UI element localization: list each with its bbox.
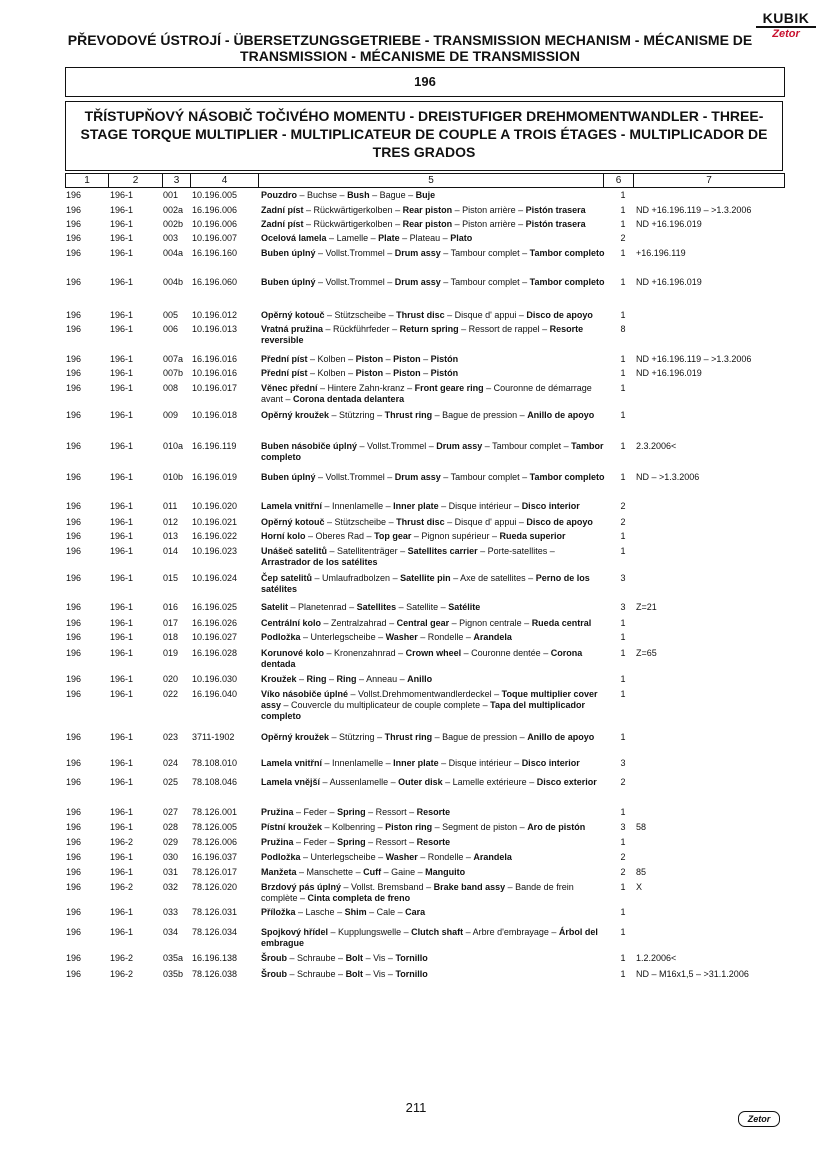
cell-position: 002b — [163, 219, 184, 229]
column-header-6: 6 — [604, 174, 634, 187]
cell-quantity: 8 — [620, 324, 626, 334]
cell-group: 196 — [66, 472, 82, 482]
cell-quantity: 1 — [620, 632, 626, 642]
cell-description: Opěrný kroužek – Stützring – Thrust ring – Bague de pression – Anillo de apoyo — [261, 732, 595, 742]
cell-part-number: 16.196.006 — [192, 205, 238, 215]
cell-group: 196 — [66, 632, 82, 642]
cell-subgroup: 196-1 — [110, 190, 134, 200]
cell-group: 196 — [66, 852, 82, 862]
cell-quantity: 2 — [620, 867, 626, 877]
cell-description: Vratná pružina – Rückführfeder – Return spring – Ressort de rappel – Resorte reversible — [261, 324, 584, 345]
cell-description: Lamela vnitřní – Innenlamelle – Inner plate – Disque intérieur – Disco interior — [261, 758, 580, 768]
cell-quantity: 1 — [620, 953, 626, 963]
cell-position: 006 — [163, 324, 179, 334]
column-header-1: 1 — [66, 174, 109, 187]
cell-part-number: 10.196.005 — [192, 190, 238, 200]
cell-note: ND – M16x1,5 – >31.1.2006 — [636, 969, 749, 979]
cell-group: 196 — [66, 777, 82, 787]
cell-note: 85 — [636, 867, 647, 877]
cell-position: 028 — [163, 822, 179, 832]
cell-description: Buben násobiče úplný – Vollst.Trommel – Drum assy – Tambour complet – Tambor completo — [261, 441, 604, 462]
cell-description: Ocelová lamela – Lamelle – Plate – Plateau – Plato — [261, 233, 473, 243]
cell-subgroup: 196-1 — [110, 248, 134, 258]
cell-description: Opěrný kotouč – Stützscheibe – Thrust disc – Disque d' appui – Disco de apoyo — [261, 517, 593, 527]
kubik-zetor-logo — [756, 10, 816, 40]
cell-part-number: 16.196.025 — [192, 602, 238, 612]
cell-position: 020 — [163, 674, 179, 684]
cell-subgroup: 196-1 — [110, 674, 134, 684]
cell-quantity: 1 — [620, 807, 626, 817]
cell-description: Přední píst – Kolben – Piston – Piston – Pistón — [261, 368, 459, 378]
cell-quantity: 1 — [620, 354, 626, 364]
cell-part-number: 16.196.138 — [192, 953, 238, 963]
header-line-1: PŘEVODOVÉ ÚSTROJÍ - ÜBERSETZUNGSGETRIEBE - TRANSMISSION MECHANISM - MÉCANISME DE — [67, 32, 753, 48]
cell-description: Horní kolo – Oberes Rad – Top gear – Pignon supérieur – Rueda superior — [261, 531, 566, 541]
header-line-2: TRANSMISSION - MÉCANISME DE TRANSMISSION — [240, 48, 580, 64]
cell-note: ND – >1.3.2006 — [636, 472, 700, 482]
cell-group: 196 — [66, 882, 82, 892]
cell-part-number: 16.196.037 — [192, 852, 238, 862]
cell-part-number: 10.196.023 — [192, 546, 238, 556]
cell-part-number: 16.196.019 — [192, 472, 238, 482]
cell-group: 196 — [66, 732, 82, 742]
cell-quantity: 1 — [620, 205, 626, 215]
cell-group: 196 — [66, 248, 82, 258]
cell-quantity: 1 — [620, 969, 626, 979]
cell-description: Brzdový pás úplný – Vollst. Bremsband – Brake band assy – Bande de frein complète – Cinta completa de freno — [261, 882, 574, 903]
cell-part-number: 10.196.027 — [192, 632, 238, 642]
cell-quantity: 2 — [620, 233, 626, 243]
cell-description: Podložka – Unterlegscheibe – Washer – Rondelle – Arandela — [261, 852, 512, 862]
cell-position: 007a — [163, 354, 184, 364]
cell-position: 007b — [163, 368, 184, 378]
cell-subgroup: 196-1 — [110, 807, 134, 817]
cell-group: 196 — [66, 907, 82, 917]
cell-quantity: 1 — [620, 689, 626, 699]
cell-group: 196 — [66, 573, 82, 583]
cell-description: Unášeč satelitů – Satellitenträger – Satellites carrier – Porte-satellites – Arrastrador de los satélites — [261, 546, 555, 567]
cell-part-number: 16.196.119 — [192, 441, 237, 451]
cell-position: 016 — [163, 602, 179, 612]
cell-description: Korunové kolo – Kronenzahnrad – Crown wheel – Couronne dentée – Corona dentada — [261, 648, 583, 669]
cell-quantity: 1 — [620, 368, 626, 378]
cell-note: ND +16.196.119 – >1.3.2006 — [636, 354, 752, 364]
cell-quantity: 1 — [620, 674, 626, 684]
cell-position: 035a — [163, 953, 184, 963]
cell-subgroup: 196-1 — [110, 219, 134, 229]
cell-group: 196 — [66, 310, 82, 320]
cell-note: ND +16.196.119 – >1.3.2006 — [636, 205, 752, 215]
cell-group: 196 — [66, 324, 82, 334]
cell-subgroup: 196-1 — [110, 777, 134, 787]
cell-subgroup: 196-1 — [110, 324, 134, 334]
cell-description: Opěrný kroužek – Stützring – Thrust ring – Bague de pression – Anillo de apoyo — [261, 410, 595, 420]
cell-subgroup: 196-1 — [110, 410, 134, 420]
cell-position: 030 — [163, 852, 179, 862]
cell-description: Čep satelitů – Umlaufradbolzen – Satellite pin – Axe de satellites – Perno de los satélites — [261, 573, 590, 594]
cell-position: 002a — [163, 205, 184, 215]
cell-position: 018 — [163, 632, 179, 642]
cell-part-number: 10.196.020 — [192, 501, 238, 511]
cell-subgroup: 196-1 — [110, 822, 134, 832]
cell-quantity: 3 — [620, 602, 626, 612]
cell-note: ND +16.196.019 — [636, 277, 702, 287]
cell-position: 017 — [163, 618, 179, 628]
cell-quantity: 1 — [620, 383, 626, 393]
cell-description: Věnec přední – Hintere Zahn-kranz – Front geare ring – Couronne de démarrage avant – Corona dentada delantera — [261, 383, 592, 404]
cell-quantity: 1 — [620, 472, 626, 482]
cell-position: 005 — [163, 310, 179, 320]
cell-position: 008 — [163, 383, 179, 393]
cell-group: 196 — [66, 441, 82, 451]
page-number: 211 — [405, 1100, 427, 1115]
cell-part-number: 78.126.006 — [192, 837, 238, 847]
cell-subgroup: 196-1 — [110, 602, 134, 612]
cell-group: 196 — [66, 822, 82, 832]
cell-position: 012 — [163, 517, 179, 527]
cell-quantity: 1 — [620, 410, 626, 420]
cell-subgroup: 196-1 — [110, 277, 134, 287]
cell-subgroup: 196-1 — [110, 354, 134, 364]
cell-part-number: 10.196.006 — [192, 219, 238, 229]
cell-position: 011 — [163, 501, 178, 511]
cell-note: 1.2.2006< — [636, 953, 677, 963]
cell-position: 024 — [163, 758, 179, 768]
cell-group: 196 — [66, 807, 82, 817]
column-header-3: 3 — [163, 174, 191, 187]
cell-group: 196 — [66, 648, 82, 658]
cell-note: ND +16.196.019 — [636, 219, 702, 229]
cell-quantity: 2 — [620, 517, 626, 527]
cell-part-number: 78.126.001 — [192, 807, 238, 817]
cell-quantity: 1 — [620, 648, 626, 658]
cell-note: Z=21 — [636, 602, 657, 612]
cell-subgroup: 196-1 — [110, 472, 134, 482]
cell-group: 196 — [66, 368, 82, 378]
cell-description: Satelit – Planetenrad – Satellites – Satellite – Satélite — [261, 602, 481, 612]
cell-group: 196 — [66, 618, 82, 628]
cell-subgroup: 196-2 — [110, 953, 134, 963]
cell-description: Příložka – Lasche – Shim – Cale – Cara — [261, 907, 426, 917]
cell-note: X — [636, 882, 643, 892]
cell-note: Z=65 — [636, 648, 657, 658]
cell-position: 001 — [163, 190, 179, 200]
cell-note: +16.196.119 — [636, 248, 686, 258]
cell-part-number: 10.196.013 — [192, 324, 238, 334]
cell-subgroup: 196-1 — [110, 383, 134, 393]
cell-subgroup: 196-1 — [110, 618, 134, 628]
cell-description: Pružina – Feder – Spring – Ressort – Resorte — [261, 837, 451, 847]
cell-group: 196 — [66, 383, 82, 393]
cell-group: 196 — [66, 953, 82, 963]
cell-position: 027 — [163, 807, 179, 817]
cell-position: 023 — [163, 732, 179, 742]
cell-description: Buben úplný – Vollst.Trommel – Drum assy – Tambour complet – Tambor completo — [261, 248, 605, 258]
cell-position: 034 — [163, 927, 179, 937]
cell-subgroup: 196-1 — [110, 732, 134, 742]
cell-position: 014 — [163, 546, 179, 556]
cell-description: Centrální kolo – Zentralzahrad – Central gear – Pignon centrale – Rueda central — [261, 618, 592, 628]
section-title-box: TŘÍSTUPŇOVÝ NÁSOBIČ TOČIVÉHO MOMENTU - DREISTUFIGER DREHMOMENTWANDLER - THREE-STAGE TORQUE MULTIPLIER - MULTIPLICATEUR DE COUPLE A TROIS ÉTAGES - MULTIPLICADOR DE TRES GRADOS — [65, 101, 783, 171]
cell-position: 032 — [163, 882, 179, 892]
cell-note: 2.3.2006< — [636, 441, 677, 451]
cell-position: 010b — [163, 472, 184, 482]
cell-part-number: 3711-1902 — [192, 732, 235, 742]
cell-group: 196 — [66, 837, 82, 847]
cell-subgroup: 196-1 — [110, 501, 134, 511]
cell-quantity: 1 — [620, 546, 626, 556]
cell-position: 025 — [163, 777, 179, 787]
cell-group: 196 — [66, 531, 82, 541]
cell-description: Spojkový hřídel – Kupplungswelle – Clutch shaft – Arbre d'embrayage – Árbol del embrague — [261, 927, 598, 948]
cell-group: 196 — [66, 190, 82, 200]
cell-group: 196 — [66, 969, 82, 979]
cell-subgroup: 196-1 — [110, 867, 134, 877]
cell-group: 196 — [66, 546, 82, 556]
cell-part-number: 16.196.040 — [192, 689, 238, 699]
footer-zetor-logo: Zetor — [738, 1111, 780, 1127]
cell-quantity: 2 — [620, 777, 626, 787]
group-number-box: 196 — [65, 67, 785, 97]
column-header-2: 2 — [109, 174, 163, 187]
column-header-row — [65, 173, 785, 188]
cell-subgroup: 196-1 — [110, 233, 134, 243]
cell-group: 196 — [66, 354, 82, 364]
column-header-5: 5 — [259, 174, 604, 187]
cell-quantity: 1 — [620, 927, 626, 937]
column-header-7: 7 — [706, 175, 712, 186]
cell-description: Podložka – Unterlegscheibe – Washer – Rondelle – Arandela — [261, 632, 512, 642]
cell-part-number: 10.196.007 — [192, 233, 238, 243]
cell-subgroup: 196-2 — [110, 882, 134, 892]
logo-zetor-text: Zetor — [772, 28, 800, 40]
cell-group: 196 — [66, 219, 82, 229]
cell-quantity: 1 — [620, 907, 626, 917]
cell-part-number: 10.196.030 — [192, 674, 238, 684]
cell-description: Zadní píst – Rückwärtigerkolben – Rear piston – Piston arrière – Pistón trasera — [261, 219, 586, 229]
cell-position: 029 — [163, 837, 179, 847]
cell-subgroup: 196-1 — [110, 632, 134, 642]
cell-quantity: 1 — [620, 441, 626, 451]
cell-position: 010a — [163, 441, 184, 451]
cell-subgroup: 196-1 — [110, 441, 134, 451]
cell-position: 019 — [163, 648, 179, 658]
cell-group: 196 — [66, 233, 82, 243]
cell-part-number: 16.196.028 — [192, 648, 238, 658]
cell-part-number: 16.196.026 — [192, 618, 238, 628]
cell-group: 196 — [66, 501, 82, 511]
cell-subgroup: 196-1 — [110, 927, 134, 937]
cell-subgroup: 196-1 — [110, 531, 134, 541]
cell-position: 013 — [163, 531, 179, 541]
cell-part-number: 16.196.022 — [192, 531, 238, 541]
cell-subgroup: 196-1 — [110, 368, 134, 378]
cell-group: 196 — [66, 867, 82, 877]
cell-quantity: 1 — [620, 837, 626, 847]
page-header — [60, 32, 760, 64]
cell-part-number: 10.196.016 — [192, 368, 238, 378]
cell-quantity: 3 — [620, 573, 626, 583]
cell-quantity: 1 — [620, 618, 626, 628]
cell-position: 031 — [163, 867, 179, 877]
cell-description: Buben úplný – Vollst.Trommel – Drum assy – Tambour complet – Tambor completo — [261, 277, 605, 287]
cell-part-number: 78.108.010 — [192, 758, 238, 768]
cell-position: 035b — [163, 969, 184, 979]
cell-position: 033 — [163, 907, 179, 917]
cell-note: ND +16.196.019 — [636, 368, 702, 378]
cell-part-number: 10.196.012 — [192, 310, 238, 320]
cell-description: Opěrný kotouč – Stützscheibe – Thrust disc – Disque d' appui – Disco de apoyo — [261, 310, 593, 320]
cell-part-number: 10.196.024 — [192, 573, 238, 583]
cell-part-number: 10.196.017 — [192, 383, 238, 393]
cell-quantity: 1 — [620, 219, 626, 229]
cell-description: Pružina – Feder – Spring – Ressort – Resorte — [261, 807, 451, 817]
cell-description: Pouzdro – Buchse – Bush – Bague – Buje — [261, 190, 436, 200]
cell-group: 196 — [66, 689, 82, 699]
cell-description: Zadní píst – Rückwärtigerkolben – Rear piston – Piston arrière – Pistón trasera — [261, 205, 586, 215]
cell-group: 196 — [66, 674, 82, 684]
cell-quantity: 1 — [620, 531, 626, 541]
cell-group: 196 — [66, 410, 82, 420]
cell-group: 196 — [66, 927, 82, 937]
cell-subgroup: 196-1 — [110, 648, 134, 658]
cell-position: 004a — [163, 248, 184, 258]
cell-description: Kroužek – Ring – Ring – Anneau – Anillo — [261, 674, 433, 684]
cell-description: Pístní kroužek – Kolbenring – Piston ring – Segment de piston – Aro de pistón — [261, 822, 586, 832]
cell-subgroup: 196-1 — [110, 573, 134, 583]
column-header-4: 4 — [191, 174, 259, 187]
cell-description: Manžeta – Manschette – Cuff – Gaine – Manguito — [261, 867, 466, 877]
cell-part-number: 78.126.005 — [192, 822, 238, 832]
cell-subgroup: 196-1 — [110, 907, 134, 917]
logo-kubik-text: KUBIK — [756, 10, 816, 28]
cell-quantity: 1 — [620, 882, 626, 892]
cell-subgroup: 196-2 — [110, 837, 134, 847]
cell-quantity: 3 — [620, 822, 626, 832]
cell-part-number: 16.196.016 — [192, 354, 238, 364]
cell-group: 196 — [66, 205, 82, 215]
cell-subgroup: 196-1 — [110, 689, 134, 699]
cell-description: Šroub – Schraube – Bolt – Vis – Tornillo — [261, 969, 428, 979]
cell-part-number: 78.126.038 — [192, 969, 238, 979]
cell-group: 196 — [66, 517, 82, 527]
cell-quantity: 2 — [620, 852, 626, 862]
cell-subgroup: 196-1 — [110, 758, 134, 768]
cell-position: 015 — [163, 573, 179, 583]
cell-part-number: 16.196.160 — [192, 248, 238, 258]
cell-position: 022 — [163, 689, 179, 699]
cell-quantity: 1 — [620, 190, 626, 200]
cell-subgroup: 196-1 — [110, 852, 134, 862]
cell-part-number: 10.196.018 — [192, 410, 238, 420]
cell-group: 196 — [66, 277, 82, 287]
cell-subgroup: 196-1 — [110, 517, 134, 527]
cell-quantity: 2 — [620, 501, 626, 511]
cell-subgroup: 196-1 — [110, 310, 134, 320]
cell-note: 58 — [636, 822, 647, 832]
cell-position: 009 — [163, 410, 179, 420]
cell-subgroup: 196-2 — [110, 969, 134, 979]
cell-description: Víko násobiče úplné – Vollst.Drehmomentwandlerdeckel – Toque multiplier cover assy – Couvercle du multiplicateur de couple complete – Tapa del multiplicador completo — [261, 689, 598, 721]
cell-part-number: 10.196.021 — [192, 517, 238, 527]
cell-description: Šroub – Schraube – Bolt – Vis – Tornillo — [261, 953, 428, 963]
cell-part-number: 78.126.020 — [192, 882, 238, 892]
cell-quantity: 1 — [620, 310, 626, 320]
cell-part-number: 78.126.034 — [192, 927, 238, 937]
cell-subgroup: 196-1 — [110, 546, 134, 556]
cell-position: 004b — [163, 277, 184, 287]
cell-description: Lamela vnější – Aussenlamelle – Outer disk – Lamelle extérieure – Disco exterior — [261, 777, 597, 787]
cell-quantity: 1 — [620, 277, 626, 287]
cell-quantity: 1 — [620, 248, 626, 258]
cell-part-number: 16.196.060 — [192, 277, 238, 287]
cell-part-number: 78.126.017 — [192, 867, 238, 877]
cell-description: Buben úplný – Vollst.Trommel – Drum assy – Tambour complet – Tambor completo — [261, 472, 605, 482]
cell-group: 196 — [66, 758, 82, 768]
cell-description: Přední píst – Kolben – Piston – Piston – Pistón — [261, 354, 459, 364]
cell-part-number: 78.108.046 — [192, 777, 238, 787]
cell-quantity: 1 — [620, 732, 626, 742]
cell-description: Lamela vnitřní – Innenlamelle – Inner plate – Disque intérieur – Disco interior — [261, 501, 580, 511]
cell-part-number: 78.126.031 — [192, 907, 238, 917]
cell-position: 003 — [163, 233, 179, 243]
cell-subgroup: 196-1 — [110, 205, 134, 215]
cell-quantity: 3 — [620, 758, 626, 768]
cell-group: 196 — [66, 602, 82, 612]
